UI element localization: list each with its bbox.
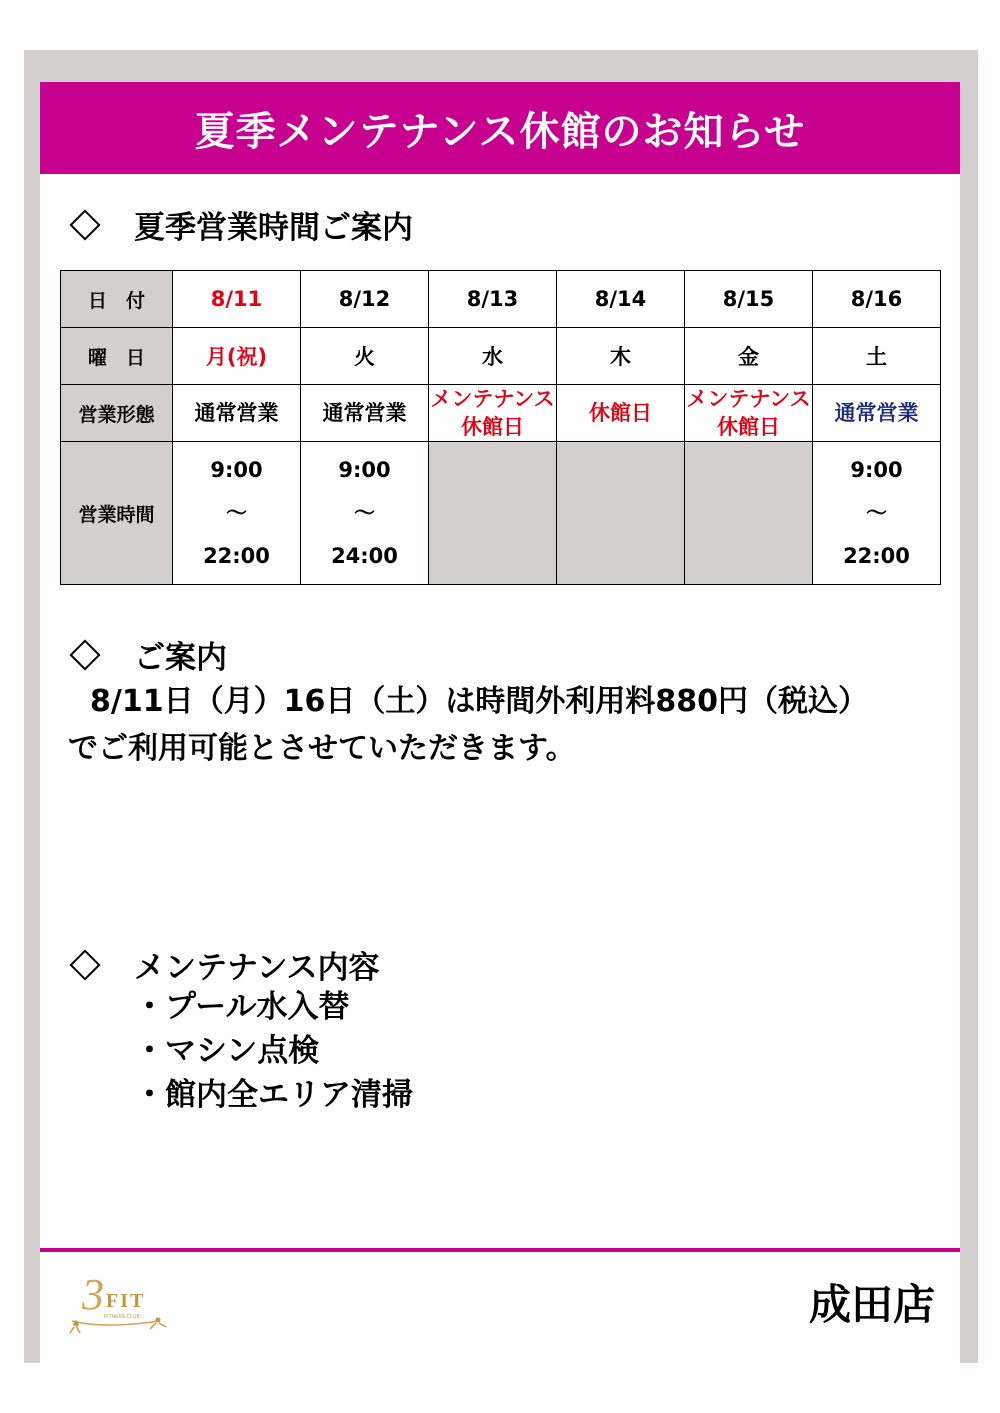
close-time: 24:00 [331,543,398,568]
tilde: ～ [226,500,247,525]
maintenance-list [134,985,413,1117]
row-label-date: 日 付 [61,271,173,328]
open-time: 9:00 [210,457,263,482]
weekday-row [61,328,941,385]
3fit-logo [64,1265,174,1337]
business-type-text: 休館日 [717,415,780,439]
close-time: 22:00 [203,543,270,568]
hours-cell-closed [557,442,685,585]
open-time: 9:00 [338,457,391,482]
maintenance-section-heading [68,942,380,987]
date-cell: 8/13 [429,271,557,328]
business-type-cell [813,385,941,442]
notice-section-heading [68,632,227,677]
hours-cell-closed [429,442,557,585]
tilde: ～ [866,500,887,525]
diamond-icon [69,209,100,240]
tilde: ～ [354,500,375,525]
hours-cell [813,442,941,585]
business-type-text: 通常営業 [322,401,407,425]
list-item: ・プール水入替 [134,989,350,1025]
date-cell: 8/12 [301,271,429,328]
weekday-cell: 木 [557,328,685,385]
weekday-cell: 金 [685,328,813,385]
business-type-text: 休館日 [589,401,652,425]
row-label-business-hours: 営業時間 [61,442,173,585]
page-title: 夏季メンテナンス休館のお知らせ [194,108,806,155]
business-type-text: 休館日 [461,415,524,439]
weekday-cell: 土 [813,328,941,385]
date-cell: 8/16 [813,271,941,328]
footer-divider [40,1248,960,1252]
svg-text:FIT: FIT [106,1290,146,1312]
notice-heading-text: ご案内 [134,640,227,676]
list-item: ・マシン点検 [134,1033,320,1069]
row-label-business-type: 営業形態 [61,385,173,442]
business-type-row [61,385,941,442]
business-type-text: 通常営業 [834,401,919,425]
list-item: ・館内全エリア清掃 [134,1077,413,1113]
hours-section-heading [68,202,413,247]
business-type-cell [301,385,429,442]
hours-cell [173,442,301,585]
svg-text:FITNESS CLUB: FITNESS CLUB [104,1314,140,1320]
open-time: 9:00 [850,457,903,482]
notice-body [68,678,968,772]
row-label-weekday: 曜 日 [61,328,173,385]
business-type-text: 通常営業 [194,401,279,425]
weekday-cell: 火 [301,328,429,385]
date-row [61,271,941,328]
weekday-cell: 月(祝) [173,328,301,385]
title-banner [40,82,960,174]
hours-cell-closed [685,442,813,585]
business-type-cell [557,385,685,442]
schedule-table [60,270,941,585]
diamond-icon [69,639,100,670]
weekday-cell: 水 [429,328,557,385]
date-cell: 8/14 [557,271,685,328]
business-type-text: メンテナンス [686,387,811,411]
notice-line: 8/11日（月）16日（土）は時間外利用料880円（税込） [90,684,868,719]
diamond-icon [69,949,100,980]
maintenance-heading-text: メンテナンス内容 [134,950,380,986]
date-cell: 8/11 [173,271,301,328]
business-type-cell [173,385,301,442]
business-hours-row [61,442,941,585]
business-type-cell [685,385,813,442]
hours-heading-text: 夏季営業時間ご案内 [134,210,413,246]
date-cell: 8/15 [685,271,813,328]
close-time: 22:00 [843,543,910,568]
svg-text:3: 3 [82,1270,104,1319]
business-type-text: メンテナンス [430,387,555,411]
store-name: 成田店 [808,1280,935,1329]
hours-cell [301,442,429,585]
notice-line: でご利用可能とさせていただきます。 [68,731,576,766]
business-type-cell [429,385,557,442]
